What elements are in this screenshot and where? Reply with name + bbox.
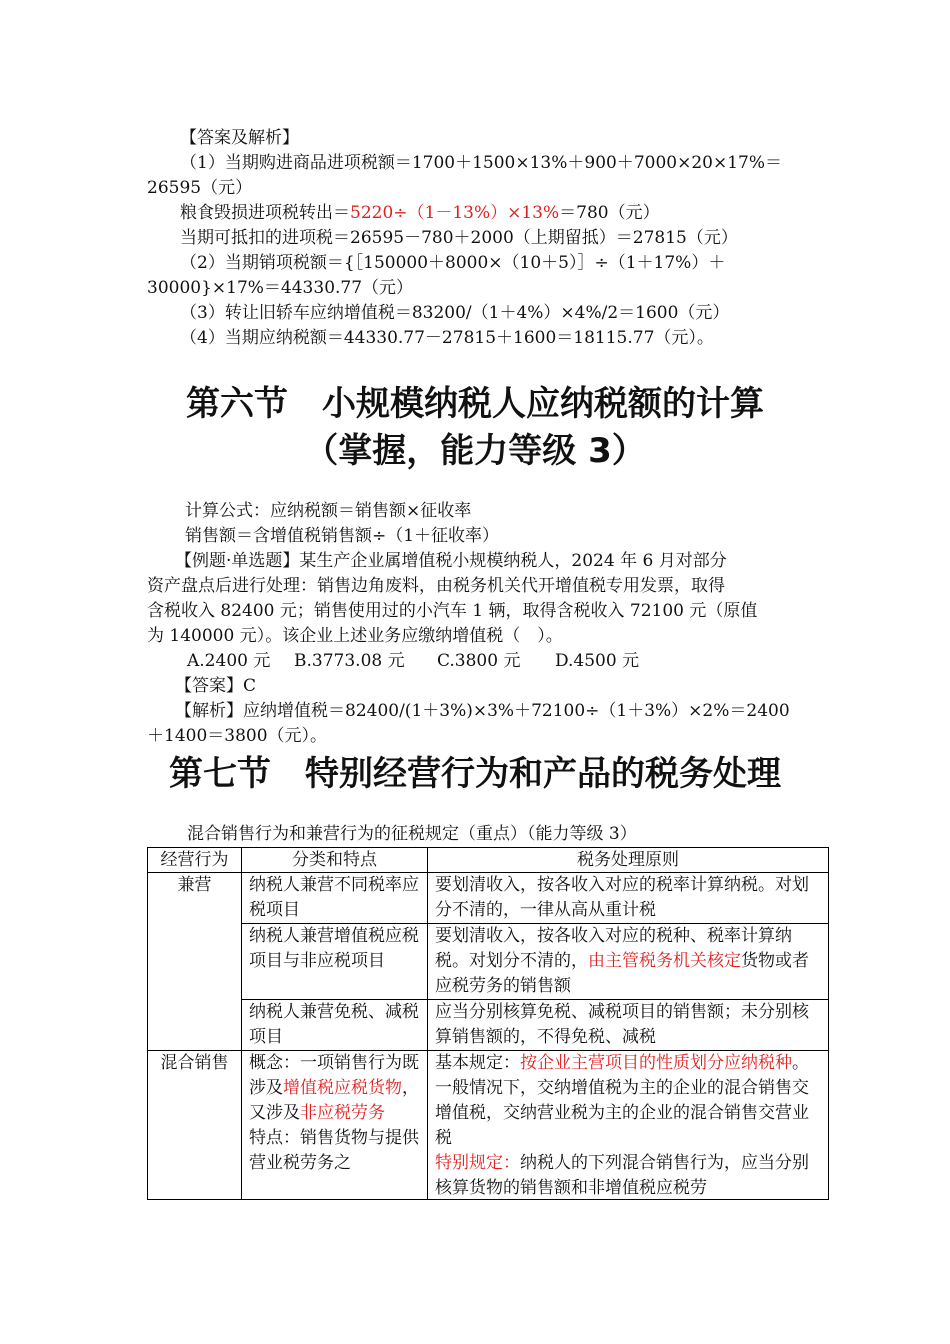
principle-cell: 基本规定：按企业主营项目的性质划分应纳税种。一般情况下，交纳增值税为主的企业的混合销售交增值税，交纳营业税为主的企业的混合销售交营业税 特别规定：纳税人的下列混合销售行为，应当分别核算货物的销售额和非增值税应税劳 bbox=[428, 1051, 829, 1200]
answer-line-4b: 30000}×17%＝44330.77（元） bbox=[147, 278, 414, 298]
analysis-line-1: 【解析】应纳增值税＝82400/(1＋3%)×3%＋72100÷（1＋3%）×2%＝2400 bbox=[175, 701, 790, 721]
category-cell: 纳税人兼营增值税应税项目与非应税项目 bbox=[242, 924, 428, 1000]
option-b: B.3773.08 元 bbox=[294, 651, 405, 671]
principle-cell: 要划清收入，按各收入对应的税种、税率计算纳税。对划分不清的，由主管税务机关核定货物或者应税劳务的销售额 bbox=[428, 924, 829, 1000]
section7-title: 第七节 特别经营行为和产品的税务处理 bbox=[169, 754, 781, 794]
answer-header: 【答案及解析】 bbox=[180, 128, 299, 148]
group-label-concurrent: 兼营 bbox=[148, 873, 242, 1051]
answer-line-1: （1）当期购进商品进项税额＝1700＋1500×13%＋900＋7000×20×17%＝ bbox=[180, 153, 782, 173]
example-line-1: 【例题·单选题】某生产企业属增值税小规模纳税人，2024 年 6 月对部分 bbox=[175, 551, 727, 571]
example-line-4: 为 140000 元）。该企业上述业务应缴纳增值税（ ）。 bbox=[147, 626, 563, 646]
answer-line-6: （4）当期应纳税额＝44330.77－27815＋1600＝18115.77（元）。 bbox=[180, 328, 714, 348]
table-row bbox=[148, 873, 829, 924]
example-line-2: 资产盘点后进行处理：销售边角废料，由税务机关代开增值税专用发票，取得 bbox=[147, 576, 725, 596]
table-caption: 混合销售行为和兼营行为的征税规定（重点）（能力等级 3） bbox=[187, 824, 637, 844]
answer-line-3: 当期可抵扣的进项税＝26595－780＋2000（上期留抵）＝27815（元） bbox=[180, 228, 738, 248]
principle-cell: 要划清收入，按各收入对应的税率计算纳税。对划分不清的，一律从高从重计税 bbox=[428, 873, 829, 924]
header-principle: 税务处理原则 bbox=[428, 848, 829, 873]
header-business-type: 经营行为 bbox=[148, 848, 242, 873]
highlight-text: 按企业主营项目的性质划分应纳税种 bbox=[520, 1053, 792, 1073]
highlight-text: 增值税应税货物 bbox=[283, 1078, 402, 1098]
section6-title: 第六节 小规模纳税人应纳税额的计算 bbox=[186, 384, 764, 424]
table-row bbox=[148, 924, 829, 1000]
category-cell: 纳税人兼营免税、减税项目 bbox=[242, 1000, 428, 1051]
principle-cell: 应当分别核算免税、减税项目的销售额；未分别核算销售额的，不得免税、减税 bbox=[428, 1000, 829, 1051]
table-header-row bbox=[148, 848, 829, 873]
answer-line-1b: 26595（元） bbox=[147, 178, 253, 198]
highlight-text: 非应税劳务 bbox=[300, 1103, 385, 1123]
option-c: C.3800 元 bbox=[437, 651, 521, 671]
table-row bbox=[148, 1000, 829, 1051]
answer-line-4: （2）当期销项税额＝{［150000＋8000×（10＋5）］÷（1＋17%）＋ bbox=[180, 253, 726, 273]
category-cell: 纳税人兼营不同税率应税项目 bbox=[242, 873, 428, 924]
formula-line-1: 计算公式：应纳税额＝销售额×征收率 bbox=[185, 501, 472, 521]
option-d: D.4500 元 bbox=[555, 651, 640, 671]
header-category: 分类和特点 bbox=[242, 848, 428, 873]
tax-rules-table bbox=[147, 847, 829, 1200]
answer-label: 【答案】C bbox=[175, 676, 257, 696]
category-cell: 概念：一项销售行为既涉及增值税应税货物，又涉及非应税劳务 特点：销售货物与提供营业税劳务之 bbox=[242, 1051, 428, 1200]
option-a: A.2400 元 bbox=[187, 651, 271, 671]
formula-line-2: 销售额＝含增值税销售额÷（1＋征收率） bbox=[185, 526, 500, 546]
analysis-line-2: ＋1400＝3800（元）。 bbox=[147, 726, 328, 746]
highlight-text: 5220÷（1－13%）×13% bbox=[350, 203, 560, 223]
table-row bbox=[148, 1051, 829, 1200]
highlight-text: 特别规定： bbox=[435, 1153, 520, 1173]
example-line-3: 含税收入 82400 元；销售使用过的小汽车 1 辆，取得含税收入 72100 元（原值 bbox=[147, 601, 758, 621]
group-label-mixed: 混合销售 bbox=[148, 1051, 242, 1200]
highlight-text: 由主管税务机关核定 bbox=[588, 951, 741, 971]
section6-subtitle: （掌握，能力等级 3） bbox=[304, 431, 646, 471]
answer-line-5: （3）转让旧轿车应纳增值税＝83200/（1＋4%）×4%/2＝1600（元） bbox=[180, 303, 730, 323]
answer-line-2: 粮食毁损进项税转出＝5220÷（1－13%）×13%＝780（元） bbox=[180, 203, 660, 223]
